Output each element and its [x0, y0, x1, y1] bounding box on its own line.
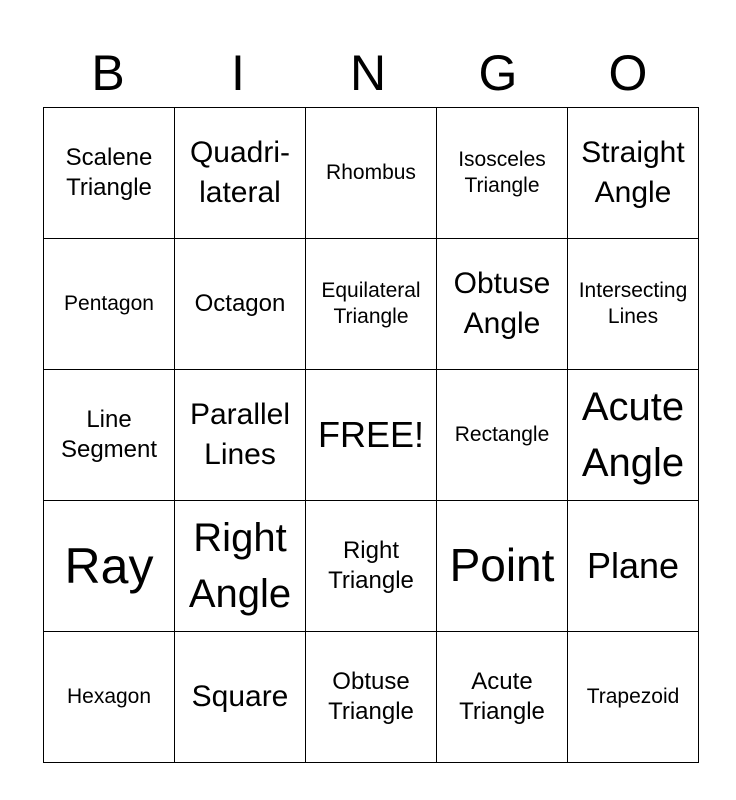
bingo-cell[interactable] [568, 632, 699, 763]
cell-label: Octagon [194, 290, 286, 317]
free-space-label: FREE! [317, 414, 424, 456]
cell-label: Hexagon [66, 685, 152, 709]
cell-label: Ray [64, 538, 154, 594]
bingo-card-grid [43, 107, 699, 763]
bingo-row [44, 239, 699, 370]
cell-label: Square [191, 679, 289, 713]
bingo-row [44, 632, 699, 763]
cell-label: Trapezoid [586, 685, 680, 709]
cell-label: Quadri- lateral [189, 135, 291, 209]
bingo-cell[interactable] [44, 370, 175, 501]
cell-label: Point [449, 539, 555, 592]
bingo-cell[interactable] [44, 632, 175, 763]
bingo-cell[interactable] [568, 501, 699, 632]
bingo-cell[interactable] [437, 501, 568, 632]
cell-label: Acute Triangle [459, 668, 545, 725]
cell-label: Right Angle [188, 516, 292, 616]
cell-label: Rectangle [454, 423, 550, 447]
bingo-cell[interactable] [437, 632, 568, 763]
bingo-cell[interactable] [306, 239, 437, 370]
bingo-cell[interactable] [568, 108, 699, 239]
cell-label: Equilateral Triangle [321, 279, 421, 328]
cell-label: Obtuse Angle [453, 266, 551, 340]
header-letter-b: B [91, 45, 125, 101]
header-letter-g: G [478, 45, 518, 101]
cell-label: Intersecting Lines [578, 279, 688, 328]
bingo-cell[interactable] [437, 370, 568, 501]
header-letter-i: I [231, 45, 245, 101]
header-letter-n: N [349, 45, 387, 101]
bingo-cell[interactable] [44, 108, 175, 239]
header-letter-o: O [608, 45, 648, 101]
bingo-cell[interactable] [306, 501, 437, 632]
cell-label: Straight Angle [581, 135, 685, 209]
cell-label: Acute Angle [581, 385, 685, 485]
bingo-cell[interactable] [568, 370, 699, 501]
bingo-cell[interactable] [44, 501, 175, 632]
bingo-cell[interactable] [306, 632, 437, 763]
bingo-cell[interactable] [175, 370, 306, 501]
free-space-cell[interactable] [306, 370, 437, 501]
bingo-cell[interactable] [306, 108, 437, 239]
bingo-row [44, 370, 699, 501]
bingo-cell[interactable] [44, 239, 175, 370]
bingo-cell[interactable] [175, 632, 306, 763]
cell-label: Scalene Triangle [65, 144, 153, 201]
cell-label: Line Segment [60, 406, 158, 463]
cell-label: Plane [586, 545, 680, 587]
bingo-cell[interactable] [175, 501, 306, 632]
bingo-cell[interactable] [437, 239, 568, 370]
bingo-header [43, 40, 693, 106]
cell-label: Obtuse Triangle [328, 668, 414, 725]
cell-label: Parallel Lines [189, 397, 291, 471]
bingo-cell[interactable] [175, 108, 306, 239]
bingo-cell[interactable] [175, 239, 306, 370]
bingo-row [44, 501, 699, 632]
cell-label: Rhombus [326, 161, 416, 185]
bingo-cell[interactable] [568, 239, 699, 370]
cell-label: Isosceles Triangle [458, 148, 546, 197]
bingo-cell[interactable] [437, 108, 568, 239]
cell-label: Right Triangle [328, 537, 414, 594]
bingo-row [44, 108, 699, 239]
cell-label: Pentagon [64, 292, 154, 316]
